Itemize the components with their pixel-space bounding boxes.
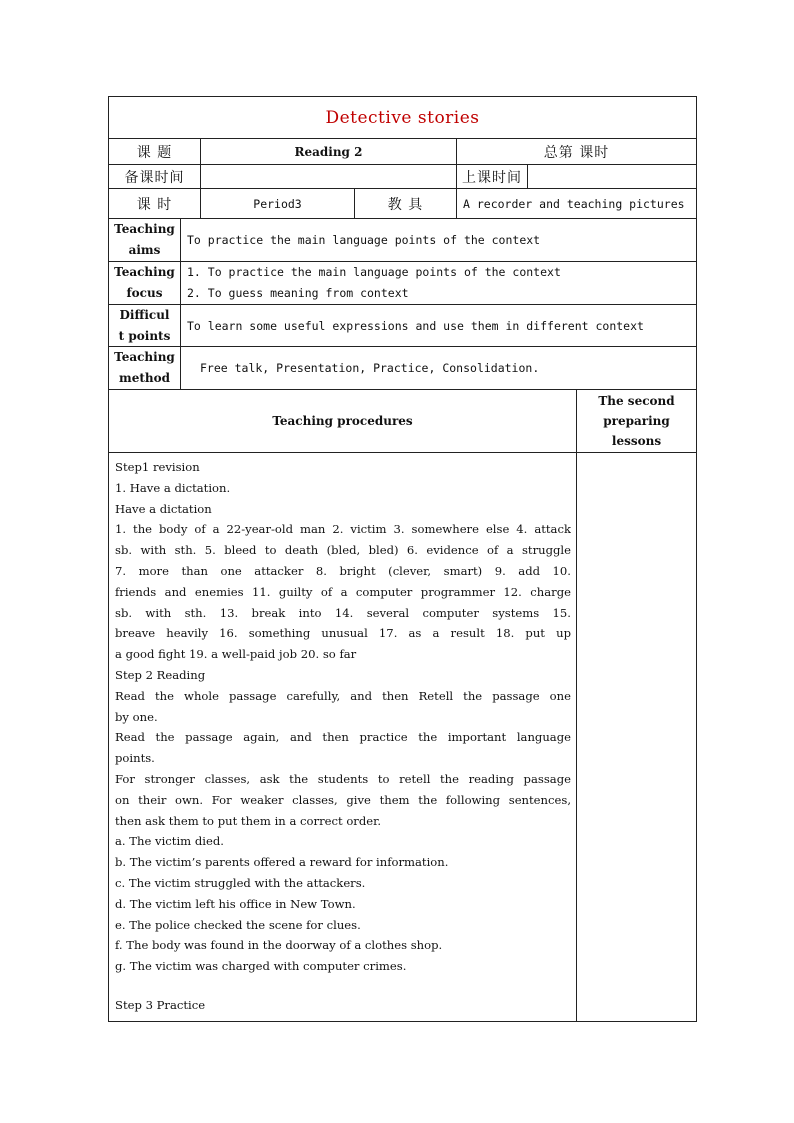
procedure-line: by one.	[115, 709, 158, 724]
procedure-line: Have a dictation	[115, 501, 212, 516]
procedure-line: f. The body was found in the doorway of a clothes shop.	[115, 938, 443, 953]
lesson-plan-table	[108, 96, 697, 1022]
second-preparing-header	[577, 390, 696, 452]
aims-label-line-2: aims	[128, 243, 161, 257]
procedure-line: c. The victim struggled with the attackers.	[115, 875, 366, 890]
procedure-line: For stronger classes, ask the students to retell the reading passage	[115, 771, 571, 786]
procedure-line: g. The victim was charged with computer crimes.	[115, 959, 407, 974]
procedure-line: Read the whole passage carefully, and then Retell the passage one	[115, 688, 571, 703]
procedure-line: Step 3 Practice	[115, 997, 206, 1012]
title-row	[109, 97, 696, 139]
tools-value: A recorder and teaching pictures	[463, 196, 685, 211]
second-header-line-3: lessons	[611, 434, 662, 448]
procedure-line: breave heavily 16. something unusual 17. as a result 18. put up	[115, 626, 571, 641]
procedures-content	[115, 457, 571, 1016]
prep-time-label: 备课时间	[109, 165, 201, 188]
method-row	[109, 347, 696, 390]
procedures-content-cell	[109, 453, 577, 1021]
focus-line-2: 2. To guess meaning from context	[187, 286, 409, 300]
period-row	[109, 189, 696, 219]
method-label	[109, 347, 181, 389]
procedure-line: friends and enemies 11. guilty of a computer programmer 12. charge	[115, 584, 571, 599]
procedure-line: then ask them to put them in a correct order.	[115, 813, 382, 828]
procedures-header-row	[109, 390, 696, 453]
focus-value	[181, 262, 696, 304]
focus-label-line-1: Teaching	[114, 265, 175, 279]
second-preparing-notes	[577, 453, 696, 1021]
class-time-value	[528, 165, 696, 188]
procedure-line: Step 2 Reading	[115, 667, 206, 682]
aims-value: To practice the main language points of the context	[187, 233, 541, 247]
prep-time-row	[109, 165, 696, 189]
total-period-label: 总第 课时	[543, 144, 610, 161]
procedure-line	[115, 977, 571, 995]
prep-time-value	[201, 165, 457, 188]
period-value: Period3	[201, 189, 355, 218]
procedure-line: Read the passage again, and then practice the important language	[115, 730, 571, 745]
aims-row	[109, 219, 696, 262]
procedure-line: 1. Have a dictation.	[115, 480, 231, 495]
title-cell	[109, 97, 696, 138]
topic-value: Reading 2	[201, 139, 457, 164]
method-label-line-1: Teaching	[114, 350, 175, 364]
procedure-line: e. The police checked the scene for clues.	[115, 917, 361, 932]
tools-label: 教 具	[355, 189, 457, 218]
second-header-line-1: The second	[598, 394, 675, 408]
procedures-header: Teaching procedures	[109, 390, 577, 452]
focus-label	[109, 262, 181, 304]
procedure-line: a. The victim died.	[115, 834, 224, 849]
difficult-label-line-2: t points	[118, 328, 171, 343]
document-title: Detective stories	[325, 107, 480, 128]
procedure-line: 1. the body of a 22-year-old man 2. victim 3. somewhere else 4. attack	[115, 522, 571, 537]
method-value: Free talk, Presentation, Practice, Consolidation.	[200, 361, 540, 375]
focus-label-line-2: focus	[126, 286, 163, 300]
procedures-body-row	[109, 453, 696, 1021]
difficult-label	[109, 305, 181, 346]
focus-line-1: 1. To practice the main language points of the context	[187, 265, 561, 279]
procedure-line: b. The victim’s parents offered a reward for information.	[115, 855, 449, 870]
procedure-line: a good fight 19. a well-paid job 20. so far	[115, 647, 357, 662]
period-label: 课 时	[109, 189, 201, 218]
procedure-line: d. The victim left his office in New Town.	[115, 896, 356, 911]
difficult-value: To learn some useful expressions and use them in different context	[187, 318, 644, 333]
procedure-line: sb. with sth. 13. break into 14. several computer systems 15.	[115, 605, 571, 620]
second-header-line-2: preparing	[603, 414, 670, 428]
procedure-line: sb. with sth. 5. bleed to death (bled, bled) 6. evidence of a struggle	[115, 543, 571, 558]
topic-row	[109, 139, 696, 165]
procedure-line: Step1 revision	[115, 460, 200, 474]
method-label-line-2: method	[119, 371, 170, 385]
focus-row	[109, 262, 696, 305]
aims-label	[109, 219, 181, 261]
difficult-label-line-1: Difficul	[119, 307, 170, 322]
procedure-line: points.	[115, 751, 155, 766]
aims-label-line-1: Teaching	[114, 222, 175, 236]
difficult-row	[109, 305, 696, 347]
topic-label: 课 题	[109, 139, 201, 164]
procedure-line: 7. more than one attacker 8. bright (clever, smart) 9. add 10.	[115, 563, 571, 578]
class-time-label: 上课时间	[457, 165, 528, 188]
procedure-line: on their own. For weaker classes, give them the following sentences,	[115, 792, 571, 807]
